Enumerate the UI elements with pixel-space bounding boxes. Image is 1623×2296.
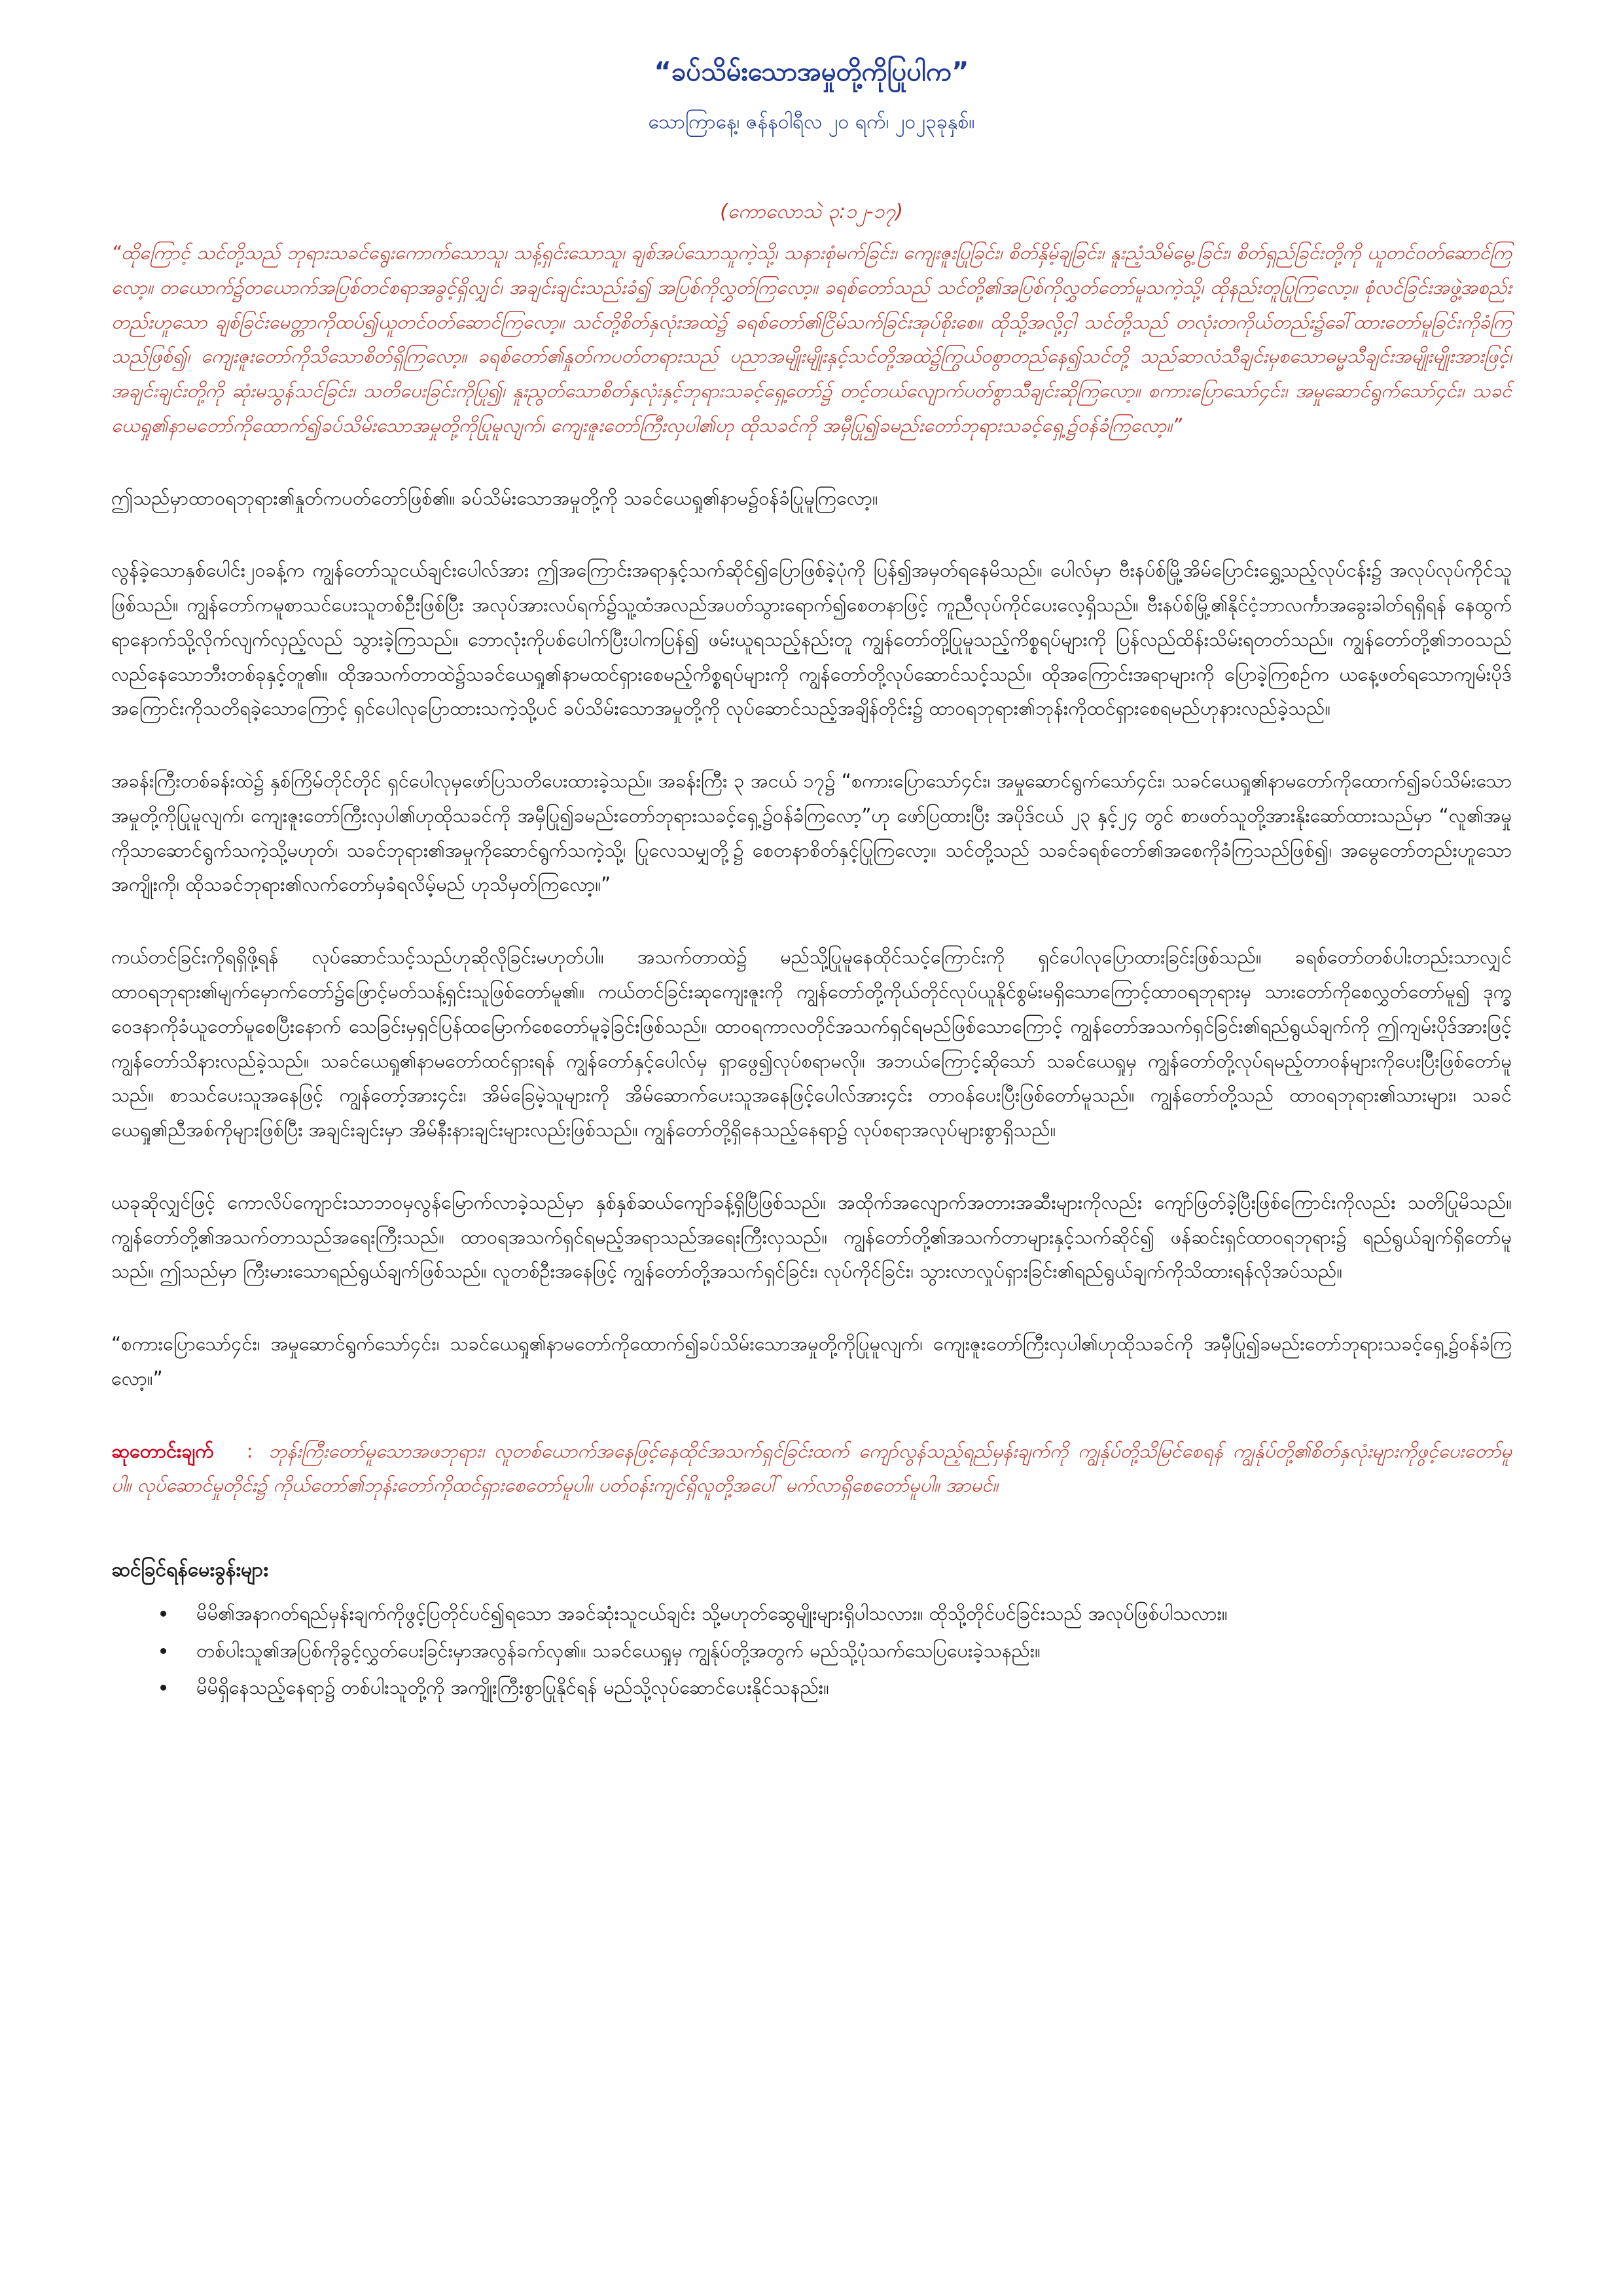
prayer-section [111, 1434, 1512, 1503]
question-item: • မိမိရှိနေသည့်နေရာ၌ တစ်ပါးသူတို့ကို အကျိုးကြီးစွာပြုနိုင်ရန် မည်သို့လုပ်ဆောင်ပေးနိုင်သနည်း။ [177, 1669, 1512, 1706]
body-paragraph-5: ယခုဆိုလျှင်ဖြင့် ကောလိပ်ကျောင်းသာဘဝမှလွန်မြောက်လာခဲ့သည်မှာ နှစ်နှစ်ဆယ်ကျော်ခန့်ရှိပြီဖြစ်သည်။ အထိုက်အလျောက်အတားအဆီးများကိုလည်း ကျော်ဖြတ်ခဲ့ပြီးဖြစ်ကြောင်းကိုလည်း သတိပြုမိသည်။ ကျွန်တော်တို့၏အသက်တာသည်အရေးကြီးသည်။ ထာဝရအသက်ရှင်ရမည့်အရာသည်အရေးကြီးလှသည်။ ကျွန်တော်တို့၏အသက်တာများနှင့်သက်ဆိုင်၍ ဖန်ဆင်းရှင်ထာဝရဘုရား၌ ရည်ရွယ်ချက်ရှိတော်မူသည်။ ဤသည်မှာ ကြီးမားသောရည်ရွယ်ချက်ဖြစ်သည်။ လူတစ်ဦးအနေဖြင့် ကျွန်တော်တို့အသက်ရှင်ခြင်း၊ လုပ်ကိုင်ခြင်း၊ သွားလာလှုပ်ရှားခြင်း၏ရည်ရွယ်ချက်ကိုသိထားရန်လိုအပ်သည်။ [111, 1191, 1512, 1283]
prayer-colon: : [246, 1439, 253, 1462]
questions-heading: ဆင်ခြင်ရန်မေးခွန်းများ [111, 1558, 268, 1582]
question-item: • မိမိ၏အနာဂတ်ရည်မှန်းချက်ကိုဖွင့်ပြတိုင်ပင်၍ရသော အခင်ဆုံးသူငယ်ချင်း သို့မဟုတ်ဆွေမျိုးများရှိပါသလား။ ထိုသို့တိုင်ပင်ခြင်းသည် အလုပ်ဖြစ်ပါသလား။ [177, 1595, 1512, 1632]
body-paragraph-3: အခန်းကြီးတစ်ခန်းထဲ၌ နှစ်ကြိမ်တိုင်တိုင် ရှင်ပေါလုမှဖော်ပြသတိပေးထားခဲ့သည်။ အခန်းကြီး ၃ အငယ် ၁၇၌ “စကားပြောသော်၄င်း၊ အမှုဆောင်ရွက်သော်၄င်း၊ သခင်ယေရှု၏နာမတော်ကိုထောက်၍ခပ်သိမ်းသောအမှုတို့ကိုပြုမူလျက်၊ ကျေးဇူးတော်ကြီးလှပါ၏ဟုထိုသခင်ကို အမှီပြု၍ခမည်းတော်ဘုရားသခင့်ရှေ့၌ဝန်ခံကြလော့”ဟု ဖော်ပြထားပြီး အပိုဒ်ငယ် ၂၃ နှင့်၂၄ တွင် စာဖတ်သူတို့အားနိုးဆော်ထားသည်မှာ “လူ၏အမှုကိုသာဆောင်ရွက်သကဲ့သို့မဟုတ်၊ သခင်ဘုရား၏အမှုကိုဆောင်ရွက်သကဲ့သို့၊ ပြုလေသမျှတို့၌ စေတနာစိတ်နှင့်ပြုကြလော့။ သင်တို့သည် သခင်ခရစ်တော်၏အစေကိုခံကြသည်ဖြစ်၍၊ အမွေတော်တည်းဟူသောအကျိုးကို၊ ထိုသခင်ဘုရား၏လက်တော်မှခံရလိမ့်မည် ဟုသိမှတ်ကြလော့။” [111, 770, 1512, 896]
prayer-label: ဆုတောင်းချက် [111, 1439, 214, 1462]
scripture-passage: “ထိုကြောင့် သင်တို့သည် ဘုရားသခင်ရွေးကောက်သောသူ၊ သန့်ရှင်းသောသူ၊ ချစ်အပ်သောသူကဲ့သို့၊ သနားစုံမက်ခြင်း၊ ကျေးဇူးပြုခြင်း၊ စိတ်နှိမ့်ချခြင်း၊ နူးညံ့သိမ်မွေ့ခြင်း၊ စိတ်ရှည်ခြင်းတို့ကို ယူတင်ဝတ်ဆောင်ကြလော့။ တယောက်၌တယောက်အပြစ်တင်စရာအခွင့်ရှိလျှင်၊ အချင်းချင်းသည်းခံ၍ အပြစ်ကိုလွှတ်ကြလော့။ ခရစ်တော်သည် သင်တို့၏အပြစ်ကိုလွှတ်တော်မူသကဲ့သို့၊ ထိုနည်းတူပြုကြလော့။ စုံလင်ခြင်းအဖွဲ့အစည်းတည်းဟူသော ချစ်ခြင်းမေတ္တာကိုထပ်၍ယူတင်ဝတ်ဆောင်ကြလော့။ သင်တို့စိတ်နှလုံးအထဲ၌ ခရစ်တော်၏ငြိမ်သက်ခြင်းအုပ်စိုးစေ။ ထိုသို့အလို့ငှါ သင်တို့သည် တလုံးတကိုယ်တည်း၌ခေါ်ထားတော်မူခြင်းကိုခံကြသည်ဖြစ်၍၊ ကျေးဇူးတော်ကိုသိသောစိတ်ရှိကြလော့။ ခရစ်တော်၏နှုတ်ကပတ်တရားသည် ပညာအမျိုးမျိုးနှင့်သင်တို့အထဲ၌ကြွယ်ဝစွာတည်နေ၍သင်တို့ သည်ဆာလံသီချင်းမှစသောဓမ္မသီချင်းအမျိုးမျိုးအားဖြင့်၊ အချင်းချင်းတို့ကို ဆုံးမသွန်သင်ခြင်း၊ သတိပေးခြင်းကိုပြု၍၊ နူးညွတ်သောစိတ်နှလုံးနှင့်ဘုရားသခင့်ရှေ့တော်၌ တင့်တယ်လျောက်ပတ်စွာသီချင်းဆိုကြလော့။ စကားပြောသော်၄င်း၊ အမှုဆောင်ရွက်သော်၄င်း၊ သခင်ယေရှု၏နာမတော်ကိုထောက်၍ခပ်သိမ်းသောအမှုတို့ကိုပြုမူလျက်၊ ကျေးဇူးတော်ကြီးလှပါ၏ဟု ထိုသခင်ကို အမှီပြု၍ခမည်းတော်ဘုရားသခင့်ရှေ့၌ဝန်ခံကြလော့။” [111, 242, 1512, 437]
page-title: “ခပ်သိမ်းသောအမှုတို့ကိုပြုပါက” [654, 57, 969, 87]
body-paragraph-2: လွန်ခဲ့သောနှစ်ပေါင်း၂၀ခန့်က ကျွန်တော်သူငယ်ချင်းပေါလ်အား ဤအကြောင်းအရာနှင့်သက်ဆိုင်၍ပြောဖြစ်ခဲ့ပုံကို ပြန်၍အမှတ်ရနေမိသည်။ ပေါလ်မှာ ဗီးနပ်စ်မြို့အိမ်ပြောင်းရွှေ့သည့်လုပ်ငန်း၌ အလုပ်လုပ်ကိုင်သူဖြစ်သည်။ ကျွန်တော်ကမူစာသင်ပေးသူတစ်ဦးဖြစ်ပြီး အလုပ်အားလပ်ရက်၌သူ့ထံအလည်အပတ်သွားရောက်၍စေတနာဖြင့် ကူညီလုပ်ကိုင်ပေးလေ့ရှိသည်။ ဗီးနပ်စ်မြို့၏နိုင်ငံ့ဘာလင်္ကာအခွေးခါတ်ရရှိရန် နေထွက်ရာနောက်သို့လိုက်လျက်လှည့်လည် သွားခဲ့ကြသည်။ ဘောလုံးကိုပစ်ပေါက်ပြီးပါကပြန်၍ ဖမ်းယူရသည့်နည်းတူ ကျွန်တော်တို့ပြုမူသည့်ကိစ္စရပ်များကို ပြန်လည်ထိန်းသိမ်းရတတ်သည်။ ကျွန်တော်တို့၏ဘဝသည် လည်နေသောဘီးတစ်ခုနှင့်တူ၏။ ထိုအသက်တာထဲ၌သခင်ယေရှု၏နာမထင်ရှားစေမည့်ကိစ္စရပ်များကို ကျွန်တော်တို့လုပ်ဆောင်သင့်သည်။ ထိုအကြောင်းအရာများကို ပြောခဲ့ကြစဉ်က ယနေ့ဖတ်ရသောကျမ်းပိုဒ်အကြောင်းကိုသတိရခဲ့သောကြောင့် ရှင်ပေါလုပြောထားသကဲ့သို့ပင် ခပ်သိမ်းသောအမှုတို့ကို လုပ်ဆောင်သည့်အချိန်တိုင်း၌ ထာဝရဘုရား၏ဘုန်းကိုထင်ရှားစေရမည်ဟုနားလည်ခဲ့သည်။ [111, 559, 1512, 720]
closing-verse-quote: “စကားပြောသော်၄င်း၊ အမှုဆောင်ရွက်သော်၄င်း၊ သခင်ယေရှု၏နာမတော်ကိုထောက်၍ခပ်သိမ်းသောအမှုတို့ကိုပြုမူလျက်၊ ကျေးဇူးတော်ကြီးလှပါ၏ဟုထိုသခင်ကို အမှီပြု၍ခမည်းတော်ဘုရားသခင့်ရှေ့၌ဝန်ခံကြလော့။” [111, 1333, 1512, 1390]
document-page [111, 52, 1512, 1706]
questions-list [111, 1595, 1512, 1706]
body-paragraph-1: ဤသည်မှာထာဝရဘုရား၏နှုတ်ကပတ်တော်ဖြစ်၏။ ခပ်သိမ်းသောအမှုတို့ကို သခင်ယေရှု၏နာမ၌ဝန်ခံပြုမူကြလော့။ [111, 486, 878, 509]
prayer-text: ဘုန်းကြီးတော်မူသောအဖဘုရား၊ လူတစ်ယောက်အနေဖြင့်နေထိုင်အသက်ရှင်ခြင်းထက် ကျော်လွန်သည့်ရည်မှန်းချက်ကို ကျွန်ုပ်တို့သိမြင်စေရန် ကျွန်ုပ်တို့၏စိတ်နှလုံးများကိုဖွင့်ပေးတော်မူပါ။ လုပ်ဆောင်မှုတိုင်း၌ ကိုယ်တော်၏ဘုန်းတော်ကိုထင်ရှားစေတော်မူပါ။ ပတ်ဝန်းကျင်ရှိလူတို့အပေါ် မက်လာရှိစေတော်မူပါ။ အာမင်။ [111, 1439, 1512, 1497]
scripture-reference: (ကောလောသဲ ၃:၁၂-၁၇) [720, 200, 903, 223]
document-header [111, 52, 1512, 137]
question-item: • တစ်ပါးသူ၏အပြစ်ကိုခွင့်လွှတ်ပေးခြင်းမှာအလွန်ခက်လှ၏။ သခင်ယေရှုမှ ကျွန်ုပ်တို့အတွက် မည်သို့ပုံသက်သေပြပေးခဲ့သနည်း။ [177, 1632, 1512, 1670]
body-paragraph-4: ကယ်တင်ခြင်းကိုရရှိဖို့ရန် လုပ်ဆောင်သင့်သည်ဟုဆိုလိုခြင်းမဟုတ်ပါ။ အသက်တာထဲ၌ မည်သို့ပြုမူနေထိုင်သင့်ကြောင်းကို ရှင်ပေါလုပြောထားခြင်းဖြစ်သည်။ ခရစ်တော်တစ်ပါးတည်းသာလျှင် ထာဝရဘုရား၏မျက်မှောက်တော်၌ဖြောင့်မတ်သန့်ရှင်းသူဖြစ်တော်မူ၏။ ကယ်တင်ခြင်းဆုကျေးဇူးကို ကျွန်တော်တို့ကိုယ်တိုင်လုပ်ယူနိုင်စွမ်းမရှိသောကြောင့်ထာဝရဘုရားမှ သားတော်ကိုစေလွှတ်တော်မူ၍ ဒုက္ခဝေဒနာကိုခံယူတော်မူစေပြီးနောက် သေခြင်းမှရှင်ပြန်ထမြောက်စေတော်မူခဲ့ခြင်းဖြစ်သည်။ ထာဝရကာလတိုင်အသက်ရှင်ရမည်ဖြစ်သောကြောင့် ကျွန်တော်အသက်ရှင်ခြင်း၏ရည်ရွယ်ချက်ကို ဤကျမ်းပိုဒ်အားဖြင့် ကျွန်တော်သိနားလည်ခဲ့သည်။ သခင်ယေရှု၏နာမတော်ထင်ရှားရန် ကျွန်တော်နှင့်ပေါလ်မှ ရှာဖွေ၍လုပ်စရာမလို။ အဘယ်ကြောင့်ဆိုသော် သခင်ယေရှုမှ ကျွန်တော်တို့လုပ်ရမည့်တာဝန်များကိုပေးပြီးဖြစ်တော်မူသည်။ စာသင်ပေးသူအနေဖြင့် ကျွန်တော့်အား၄င်း၊ အိမ်ခြေမဲ့သူများကို အိမ်ဆောက်ပေးသူအနေဖြင့်ပေါလ်အား၄င်း တာဝန်ပေးပြီးဖြစ်တော်မူသည်။ ကျွန်တော်တို့သည် ထာဝရဘုရား၏သားများ၊ သခင်ယေရှု၏ညီအစ်ကိုများဖြစ်ပြီး အချင်းချင်းမှာ အိမ်နီးနားချင်းများလည်းဖြစ်သည်။ ကျွန်တော်တို့ရှိနေသည့်နေရာ၌ လုပ်စရာအလုပ်များစွာရှိသည်။ [111, 946, 1512, 1141]
date-line: သောကြာနေ့၊ ဇန်နဝါရီလ ၂၀ ရက်၊ ၂၀၂၃ခုနှစ်။ [648, 111, 975, 134]
